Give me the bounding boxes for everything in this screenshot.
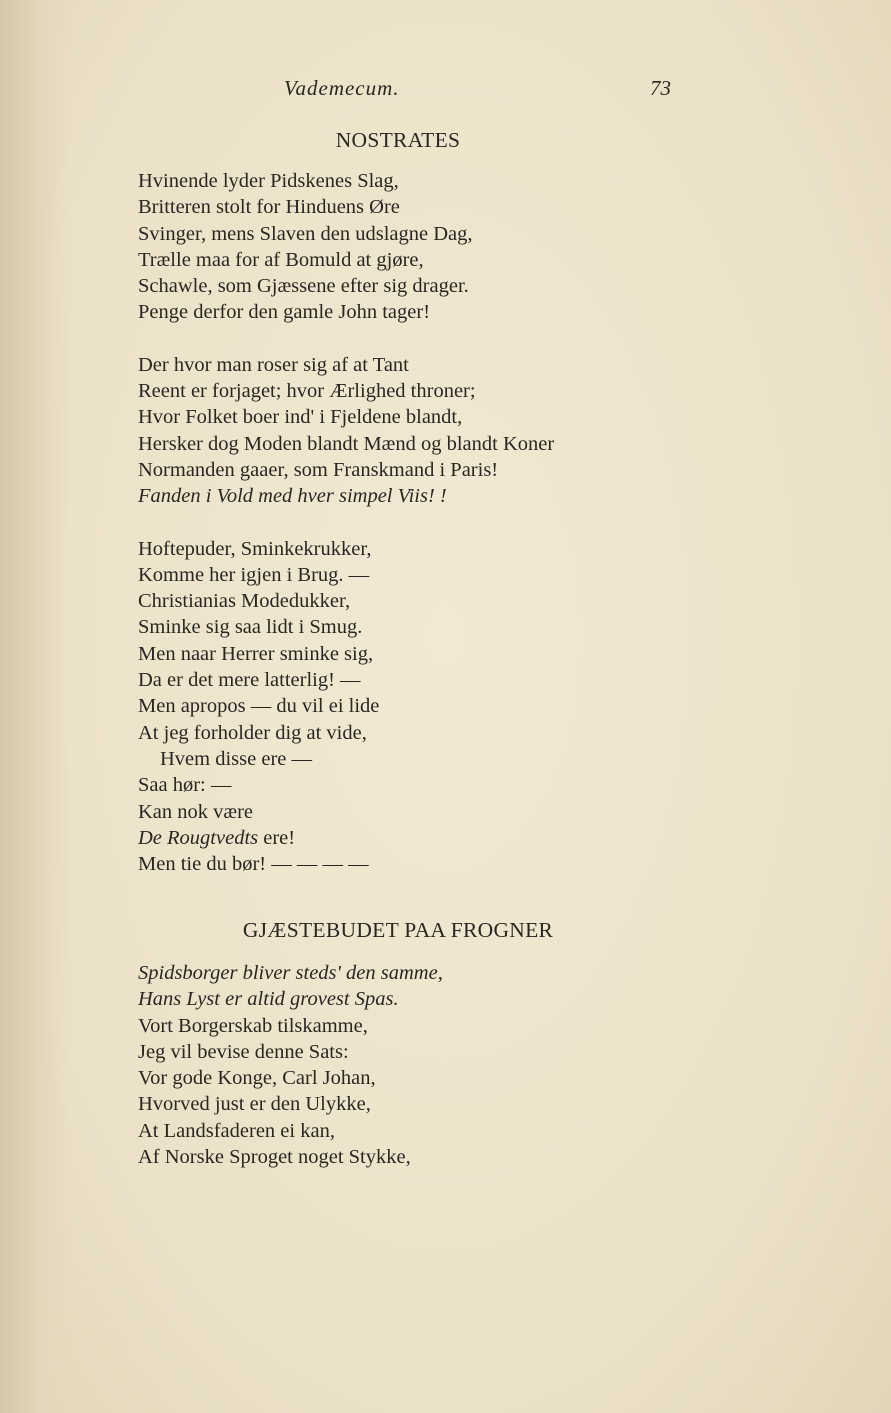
verse-italic-part: De Rougtvedts	[138, 826, 259, 849]
verse-line: Komme her igjen i Brug. —	[138, 563, 370, 586]
verse-line-italic: Spidsborger bliver steds' den samme,	[138, 962, 443, 984]
verse-line: Hersker dog Moden blandt Mænd og blandt Koner	[138, 432, 555, 455]
verse-line-italic: Fanden i Vold med hver simpel Viis! !	[138, 485, 447, 508]
verse-line	[138, 825, 698, 851]
verse-line: Saa hør: —	[138, 774, 232, 797]
verse-line: Kan nok være	[138, 800, 254, 823]
poem-title: NOSTRATES	[335, 128, 461, 152]
stanza-1	[138, 168, 698, 326]
verse-line: Hoftepuder, Sminkekrukker,	[138, 537, 372, 560]
verse-line: Jeg vil bevise denne Sats:	[138, 1040, 349, 1063]
verse-line-italic: Hans Lyst er altid grovest Spas.	[138, 988, 399, 1011]
page-number: 73	[650, 76, 671, 100]
running-title: Vademecum.	[284, 76, 400, 100]
page-header	[0, 76, 891, 106]
verse-line: Schawle, som Gjæssene efter sig drager.	[138, 275, 469, 298]
verse-line: Hvorved just er den Ulykke,	[138, 1093, 371, 1116]
poem-title: GJÆSTEBUDET PAA FROGNER	[242, 918, 554, 942]
verse-line: Vort Borgerskab tilskamme,	[138, 1014, 368, 1037]
verse-line-indented: Hvem disse ere —	[160, 747, 312, 770]
poem-gjaestebudet	[138, 916, 698, 1170]
verse-line: Da er det mere latterlig! —	[138, 669, 361, 692]
verse-roman-part: ere!	[258, 826, 296, 849]
page-gutter-shadow	[0, 0, 70, 1413]
stanza-1	[138, 960, 698, 1170]
verse-line: Svinger, mens Slaven den udslagne Dag,	[138, 222, 473, 245]
verse-line: Af Norske Sproget noget Stykke,	[138, 1146, 411, 1169]
verse-line: Men naar Herrer sminke sig,	[138, 642, 374, 665]
verse-line: Hvinende lyder Pidskenes Slag,	[138, 170, 399, 192]
verse-line: Christianias Modedukker,	[138, 590, 351, 613]
verse-line: Sminke sig saa lidt i Smug.	[138, 616, 363, 639]
verse-line: At jeg forholder dig at vide,	[138, 721, 367, 744]
stanza-3	[138, 536, 698, 878]
verse-line: Men tie du bør! — — — —	[138, 853, 369, 876]
verse-line: Reent er forjaget; hvor Ærlighed throner;	[138, 380, 476, 403]
verse-line: Hvor Folket boer ind' i Fjeldene blandt,	[138, 406, 463, 429]
poem-nostrates	[138, 126, 698, 877]
verse-line: Penge derfor den gamle John tager!	[138, 301, 431, 324]
verse-line: At Landsfaderen ei kan,	[138, 1119, 335, 1142]
verse-line: Men apropos — du vil ei lide	[138, 695, 380, 718]
verse-line: Der hvor man roser sig af at Tant	[138, 353, 409, 376]
verse-line: Britteren stolt for Hinduens Øre	[138, 196, 400, 219]
verse-line: Trælle maa for af Bomuld at gjøre,	[138, 248, 424, 271]
stanza-2	[138, 352, 698, 510]
verse-line: Normanden gaaer, som Franskmand i Paris!	[138, 458, 499, 481]
verse-line: Vor gode Konge, Carl Johan,	[138, 1067, 376, 1090]
